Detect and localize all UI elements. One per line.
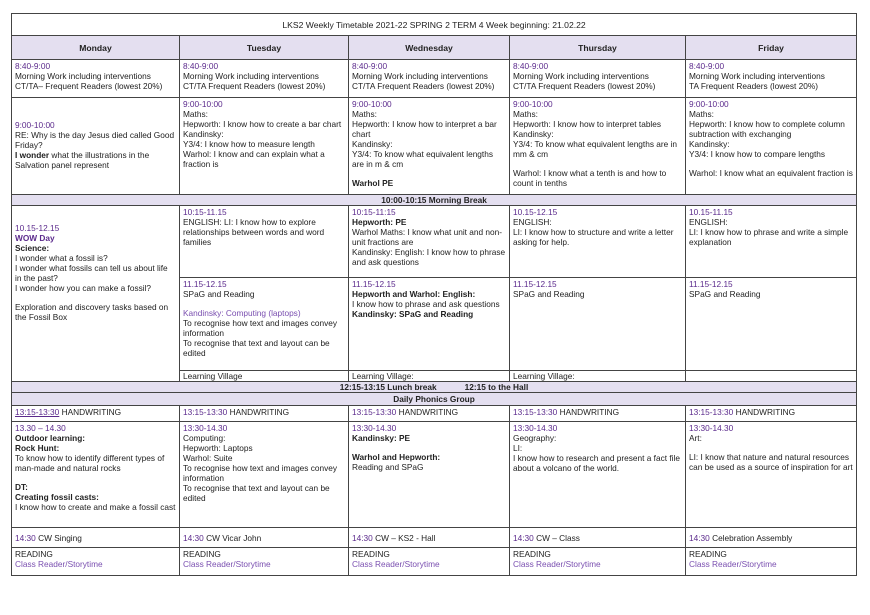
cell-text: Warhol and Hepworth: <box>352 452 441 462</box>
storytime-label: Class Reader/Storytime <box>513 559 601 569</box>
cell-text: Maths: <box>352 109 377 119</box>
afternoon-row <box>12 422 857 528</box>
title-row <box>12 14 857 36</box>
cell-text: Creating fossil casts: <box>15 492 99 502</box>
cell-tue-worship <box>180 528 349 548</box>
cell-text: Hepworth and Warhol: English: <box>352 289 476 299</box>
cell-text: Maths: <box>689 109 714 119</box>
cell-text: Warhol: I know what an equivalent fraction is <box>689 168 853 178</box>
cell-text: To recognise how text and images convey information <box>183 463 338 483</box>
cell-text: Y3/4: I know how to measure length <box>183 139 315 149</box>
cell-fri-reading <box>686 548 857 576</box>
cell-text: I know how to create and make a fossil cast <box>15 502 176 512</box>
cell-text: Art: <box>689 433 702 443</box>
storytime-label: Class Reader/Storytime <box>689 559 777 569</box>
spacer <box>183 299 345 308</box>
cell-thu-worship <box>510 528 686 548</box>
cell-text: Hepworth: I know how to interpret tables <box>513 119 662 129</box>
lunch-break-label: 12:15-13:15 Lunch break <box>339 382 437 392</box>
cell-wed-afternoon <box>349 422 510 528</box>
cell-text: ENGLISH: <box>513 217 552 227</box>
reading-label: READING <box>183 549 221 559</box>
time-label: 8:40-9:00 <box>352 61 388 71</box>
cell-tue-english <box>180 206 349 278</box>
cell-text: CT/TA Frequent Readers (lowest 20%) <box>183 81 326 91</box>
handwriting-row <box>12 406 857 422</box>
cell-text: Morning Work including interventions <box>15 71 151 81</box>
reading-label: READING <box>689 549 727 559</box>
time-label: 13:30-14.30 <box>183 423 228 433</box>
cell-wed-pe-maths <box>349 206 510 278</box>
cell-text: Morning Work including interventions <box>352 71 488 81</box>
cell-text: LI: <box>513 443 523 453</box>
time-label: 10:15-11:15 <box>352 207 396 217</box>
cell-text: Hepworth: Laptops <box>183 443 253 453</box>
cell-text: Hepworth: PE <box>352 217 407 227</box>
cell-tue-village: Learning Village <box>180 371 349 382</box>
science-label: Science: <box>15 243 50 253</box>
cell-wed-worship <box>349 528 510 548</box>
spacer <box>15 293 176 302</box>
reading-label: READING <box>513 549 551 559</box>
cell-tue-maths <box>180 98 349 195</box>
cell-mon-worship <box>12 528 180 548</box>
cell-text: Y3/4: To know what equivalent lengths are in mm & cm <box>513 139 678 159</box>
cell-text: Celebration Assembly <box>709 532 793 543</box>
cell-text: RE: Why is the day Jesus died called Good Friday? <box>15 130 175 150</box>
spacer <box>689 443 853 452</box>
cell-tue-afternoon <box>180 422 349 528</box>
cell-mon-re <box>12 98 180 195</box>
cell-text: LI: I know how to structure and write a letter asking for help. <box>513 227 674 247</box>
cell-text: Kandinsky: <box>513 129 554 139</box>
time-label: 13:15-13:30 <box>689 407 734 417</box>
cell-thu-reading <box>510 548 686 576</box>
cell-text: Morning Work including interventions <box>689 71 825 81</box>
phonics-row <box>12 393 857 406</box>
cell-text: Hepworth: I know how to create a bar chart <box>183 119 342 129</box>
cell-text: CW – Class <box>533 532 580 543</box>
cell-text: Outdoor learning: <box>15 433 86 443</box>
time-label: 13:30-14.30 <box>352 423 397 433</box>
cell-fri-english <box>686 206 857 278</box>
reading-row <box>12 548 857 576</box>
cell-mon-handwriting <box>12 406 180 422</box>
time-label: 11.15-12.15 <box>352 279 396 289</box>
cell-text: Morning Work including interventions <box>183 71 319 81</box>
spacer <box>513 159 682 168</box>
cell-text: Y3/4: To know what equivalent lengths are in m & cm <box>352 149 493 169</box>
time-label: 13:15-13:30 <box>352 407 397 417</box>
cell-wed-morning-work <box>349 60 510 98</box>
time-label: 13.30 – 14.30 <box>15 423 66 433</box>
time-label: 11.15-12.15 <box>689 279 733 289</box>
time-label: 14:30 <box>183 532 204 543</box>
time-label: 11.15-12.15 <box>183 279 227 289</box>
cell-text: CW Vicar John <box>203 532 262 543</box>
time-label: 13:30-14.30 <box>513 423 558 433</box>
english-row <box>12 206 857 278</box>
cell-text: LI: I know that nature and natural resources can be used as a source of inspiration for art <box>689 452 853 472</box>
cell-text: Morning Work including interventions <box>513 71 649 81</box>
cell-text: Kandinsky: SPaG and Reading <box>352 309 474 319</box>
lunch-row <box>12 382 857 393</box>
time-label: 14:30 <box>689 532 710 543</box>
time-label: 13:15-13:30 <box>513 407 558 417</box>
storytime-label: Class Reader/Storytime <box>352 559 440 569</box>
cell-text: I wonder what a fossil is? <box>15 253 108 263</box>
cell-text: ENGLISH: <box>689 217 728 227</box>
morning-break-row <box>12 195 857 206</box>
time-label: 14:30 <box>513 532 534 543</box>
time-label: 8:40-9:00 <box>183 61 219 71</box>
cell-text: I wonder how you can make a fossil? <box>15 283 152 293</box>
cell-text: Maths: <box>183 109 208 119</box>
cell-text: Geography: <box>513 433 557 443</box>
cell-text: I know how to phrase and ask questions <box>352 299 500 309</box>
spacer <box>352 443 506 452</box>
cell-text: To recognise how text and images convey information <box>183 318 338 338</box>
cell-thu-english <box>510 206 686 278</box>
worship-row <box>12 528 857 548</box>
cell-text: HANDWRITING <box>396 407 459 417</box>
cell-tue-spag <box>180 278 349 371</box>
cell-fri-handwriting <box>686 406 857 422</box>
cell-mon-afternoon <box>12 422 180 528</box>
cell-wed-handwriting <box>349 406 510 422</box>
cell-text: Computing: <box>183 433 226 443</box>
computing-label: Kandinsky: Computing (laptops) <box>183 308 301 318</box>
wonder-label: I wonder <box>15 150 50 160</box>
spacer <box>352 169 506 178</box>
cell-text: ENGLISH: LI: I know how to explore relationships between words and word families <box>183 217 325 247</box>
reading-label: READING <box>352 549 390 559</box>
cell-text: Reading and SPaG <box>352 462 424 472</box>
cell-fri-maths <box>686 98 857 195</box>
cell-wed-village: Learning Village: <box>349 371 510 382</box>
time-label: 13:30-14.30 <box>689 423 734 433</box>
timetable <box>11 13 857 576</box>
time-label: 13:15-13:30 <box>183 407 228 417</box>
time-label: 10.15-11.15 <box>689 207 733 217</box>
cell-text: Kandinsky: PE <box>352 433 411 443</box>
time-label: 13:15-13:30 <box>15 407 60 417</box>
cell-text: HANDWRITING <box>227 407 290 417</box>
cell-mon-reading <box>12 548 180 576</box>
cell-text: CW Singing <box>35 532 82 543</box>
cell-text: HANDWRITING <box>59 407 122 417</box>
cell-text: Warhol: I know what a tenth is and how to count in tenths <box>513 168 667 188</box>
cell-text: Hepworth: I know how to complete column subtraction with exchanging <box>689 119 845 139</box>
time-label: 9:00-10:00 <box>513 99 553 109</box>
time-label: 8:40-9:00 <box>513 61 549 71</box>
cell-fri-afternoon <box>686 422 857 528</box>
maths-row <box>12 98 857 195</box>
cell-text <box>15 150 176 170</box>
time-label: 9:00-10:00 <box>183 99 223 109</box>
cell-text: SPaG and Reading <box>513 289 585 299</box>
cell-text: To know how to identify different types of man-made and natural rocks <box>15 453 165 473</box>
cell-text: Hepworth: I know how to interpret a bar chart <box>352 119 497 139</box>
time-label: 9:00-10:00 <box>689 99 729 109</box>
cell-tue-reading <box>180 548 349 576</box>
cell-thu-maths <box>510 98 686 195</box>
cell-text: SPaG and Reading <box>689 289 761 299</box>
day-header-thursday: Thursday <box>510 36 686 60</box>
cell-text: Warhol: Suite <box>183 453 233 463</box>
cell-text: CW – KS2 - Hall <box>372 532 436 543</box>
time-label: 14:30 <box>15 532 36 543</box>
cell-text: Rock Hunt: <box>15 443 60 453</box>
time-label: 9:00-10:00 <box>15 120 55 130</box>
cell-text: Kandinsky: <box>689 139 730 149</box>
cell-fri-spag <box>686 278 857 371</box>
cell-text: Maths: <box>513 109 538 119</box>
morning-break-band: 10:00-10:15 Morning Break <box>12 195 857 206</box>
storytime-label: Class Reader/Storytime <box>15 559 103 569</box>
time-label: 10.15-12.15 <box>15 223 60 233</box>
cell-text: HANDWRITING <box>733 407 796 417</box>
time-label: 10.15-12.15 <box>513 207 558 217</box>
cell-thu-village: Learning Village: <box>510 371 686 382</box>
cell-text: CT/TA Frequent Readers (lowest 20%) <box>352 81 495 91</box>
cell-mon-morning-work <box>12 60 180 98</box>
cell-thu-spag <box>510 278 686 371</box>
cell-text: Warhol: I know and can explain what a fraction is <box>183 149 325 169</box>
cell-wed-maths <box>349 98 510 195</box>
page-title: LKS2 Weekly Timetable 2021-22 SPRING 2 TERM 4 Week beginning: 21.02.22 <box>12 14 857 36</box>
cell-text: CT/TA Frequent Readers (lowest 20%) <box>513 81 656 91</box>
day-header-tuesday: Tuesday <box>180 36 349 60</box>
cell-fri-worship <box>686 528 857 548</box>
lunch-hall-label: 12:15 to the Hall <box>464 382 529 392</box>
cell-tue-handwriting <box>180 406 349 422</box>
reading-label: READING <box>15 549 53 559</box>
day-header-wednesday: Wednesday <box>349 36 510 60</box>
day-header-monday: Monday <box>12 36 180 60</box>
timetable-sheet <box>11 13 856 576</box>
cell-text: Exploration and discovery tasks based on the Fossil Box <box>15 302 169 322</box>
wow-day-label: WOW Day <box>15 233 55 243</box>
cell-wed-reading <box>349 548 510 576</box>
cell-text: LI: I know how to phrase and write a simple explanation <box>689 227 849 247</box>
cell-text: To recognise that text and layout can be edited <box>183 483 330 503</box>
cell-text: Kandinsky: <box>352 139 393 149</box>
time-label: 9:00-10:00 <box>352 99 392 109</box>
cell-text: CT/TA– Frequent Readers (lowest 20%) <box>15 81 163 91</box>
morning-work-row <box>12 60 857 98</box>
cell-text: SPaG and Reading <box>183 289 255 299</box>
cell-text: To recognise that text and layout can be edited <box>183 338 330 358</box>
storytime-label: Class Reader/Storytime <box>183 559 271 569</box>
time-label: 8:40-9:00 <box>15 61 51 71</box>
cell-text: I wonder what fossils can tell us about life in the past? <box>15 263 168 283</box>
cell-text: Warhol Maths: I know what unit and non-unit fractions are <box>352 227 503 247</box>
cell-text: Kandinsky: <box>183 129 224 139</box>
time-label: 14:30 <box>352 532 373 543</box>
cell-text: Kandinsky: English: I know how to phrase and ask questions <box>352 247 506 267</box>
cell-fri-village <box>686 371 857 382</box>
cell-text: Warhol PE <box>352 178 394 188</box>
time-label: 10:15-11.15 <box>183 207 227 217</box>
cell-text: DT: <box>15 482 28 492</box>
cell-wed-english <box>349 278 510 371</box>
cell-thu-afternoon <box>510 422 686 528</box>
cell-thu-handwriting <box>510 406 686 422</box>
day-header-friday: Friday <box>686 36 857 60</box>
time-label: 8:40-9:00 <box>689 61 725 71</box>
spacer <box>15 473 176 482</box>
cell-tue-morning-work <box>180 60 349 98</box>
time-label: 11.15-12.15 <box>513 279 557 289</box>
cell-fri-morning-work <box>686 60 857 98</box>
lunch-band <box>12 382 857 393</box>
phonics-band: Daily Phonics Group <box>12 393 857 406</box>
cell-mon-wow-day <box>12 206 180 382</box>
cell-text: Y3/4: I know how to compare lengths <box>689 149 826 159</box>
cell-text: I know how to research and present a fact file about a volcano of the world. <box>513 453 680 473</box>
spacer <box>689 159 853 168</box>
day-header-row <box>12 36 857 60</box>
cell-text: what the illustrations in the Salvation panel represent <box>15 150 150 170</box>
cell-text: HANDWRITING <box>557 407 620 417</box>
cell-text: TA Frequent Readers (lowest 20%) <box>689 81 818 91</box>
cell-thu-morning-work <box>510 60 686 98</box>
